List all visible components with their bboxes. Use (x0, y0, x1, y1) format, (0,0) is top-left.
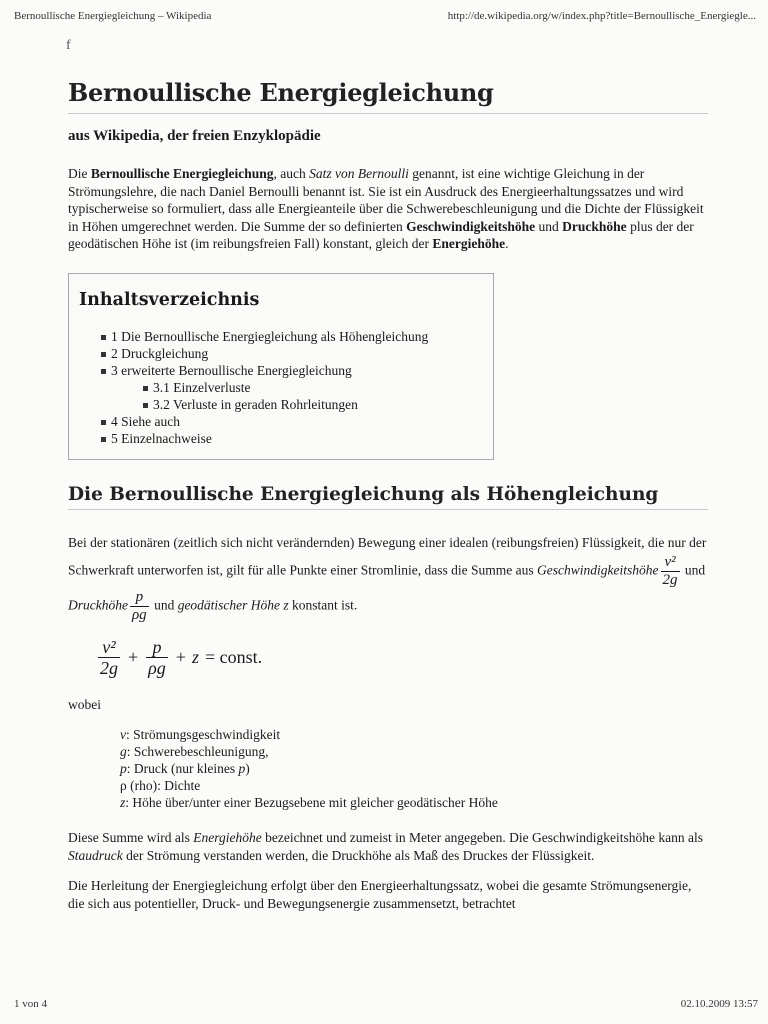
section-heading: Die Bernoullische Energiegleichung als Höhengleichung (68, 484, 708, 510)
variable-item: g: Schwerebeschleunigung, (120, 744, 269, 759)
toc-sublist (111, 379, 493, 413)
toc-item-2[interactable]: 2 Druckgleichung (101, 345, 493, 362)
eq-plus-1: + (128, 646, 139, 667)
fraction-pressure-head: $\frac{p}{\rho g}$ (131, 588, 147, 623)
eq-z: z (191, 646, 199, 667)
variable-item: ρ (rho): Dichte (120, 778, 201, 793)
table-of-contents (68, 273, 494, 460)
eq-fraction-pressure: $\frac{p}{\rho g}$ (148, 636, 166, 678)
bernoulli-equation (96, 637, 708, 678)
print-url[interactable]: http://de.wikipedia.org/w/index.php?title=Bernoullische_Energiegle... (447, 10, 756, 22)
print-header (14, 10, 756, 28)
toc-item-3-2[interactable]: 3.2 Verluste in geraden Rohrleitungen (143, 396, 493, 413)
intro-paragraph: Die Bernoullische Energiegleichung, auch Satz von Bernoulli genannt, ist eine wichtige Gleichung in der Strömungslehre, die nach Daniel Bernoulli benannt ist. Sie ist ein Ausdruck des Energieerhaltungssatzes und wird typischerweise so formuliert, dass alle Energieanteile über die Schwerebeschleunigung und die Dichte der Flüssigkeit in Höhen umgerechnet werden. Die Summe der so definierten Geschwindigkeitshöhe und Druckhöhe plus der der geodätischen Höhe ist (im reibungsfreien Fall) konstant, gleich der Energiehöhe. (68, 166, 704, 251)
eq-plus-2: + (175, 646, 186, 667)
toc-list (79, 328, 493, 447)
page-subtitle: aus Wikipedia, der freien Enzyklopädie (68, 128, 321, 144)
fraction-velocity-head: $\frac{\text{v²}}{2g}$ (662, 553, 678, 588)
print-footer (14, 998, 758, 1014)
section-paragraph-3: Die Herleitung der Energiegleichung erfolgt über den Energieerhaltungssatz, wobei die gesamte Strömungsenergie, die sich aus potentieller, Druck- und Bewegungsenergie zusammensetzt, betrachtet (68, 878, 692, 911)
page-title: Bernoullische Energiegleichung (68, 78, 708, 114)
section-paragraph-2: Diese Summe wird als Energiehöhe bezeichnet und zumeist in Meter angegeben. Die Geschwindigkeitshöhe kann als Staudruck der Strömung verstanden werden, die Druckhöhe als Maß des Druckes der Flüssigkeit. (68, 830, 703, 863)
toc-item-1[interactable]: 1 Die Bernoullische Energiegleichung als Höhengleichung (101, 328, 493, 345)
toc-item-5[interactable]: 5 Einzelnachweise (101, 430, 493, 447)
toc-item-3-1[interactable]: 3.1 Einzelverluste (143, 379, 493, 396)
variable-list (120, 726, 708, 811)
variable-item: p: Druck (nur kleines p) (120, 761, 250, 776)
section-paragraph-1: Bei der stationären (zeitlich sich nicht verändernden) Bewegung einer idealen (reibungsfreien) Flüssigkeit, die nur der Schwerkraft unterworfen ist, gilt für alle Punkte einer Stromlinie, dass die Summe aus Geschwindigkeitshöhe $\frac{\text{v²}}{2g}$ und Druckhöhe $\frac{p}{\rho g}$ und geodätischer Höhe z konstant ist. (68, 534, 707, 623)
print-page-number: 1 von 4 (14, 998, 47, 1010)
toc-title: Inhaltsverzeichnis (79, 289, 260, 310)
print-date: 02.10.2009 13:57 (680, 998, 758, 1010)
scan-pen-mark: f (66, 38, 71, 53)
print-page-title: Bernoullische Energiegleichung – Wikipedia (14, 10, 212, 22)
article-content (68, 78, 708, 925)
eq-const: = const. (204, 646, 263, 667)
toc-item-4[interactable]: 4 Siehe auch (101, 413, 493, 430)
toc-item-3[interactable]: 3 erweiterte Bernoullische Energiegleichung 3.1 Einzelverluste 3.2 Verluste in geraden Rohrleitungen (101, 362, 493, 413)
wobei-label: wobei (68, 696, 101, 712)
eq-fraction-velocity: $\frac{\text{v²}}{2g}$ (100, 636, 118, 678)
variable-item: z: Höhe über/unter einer Bezugsebene mit gleicher geodätischer Höhe (120, 795, 498, 810)
variable-item: v: Strömungsgeschwindigkeit (120, 727, 281, 742)
